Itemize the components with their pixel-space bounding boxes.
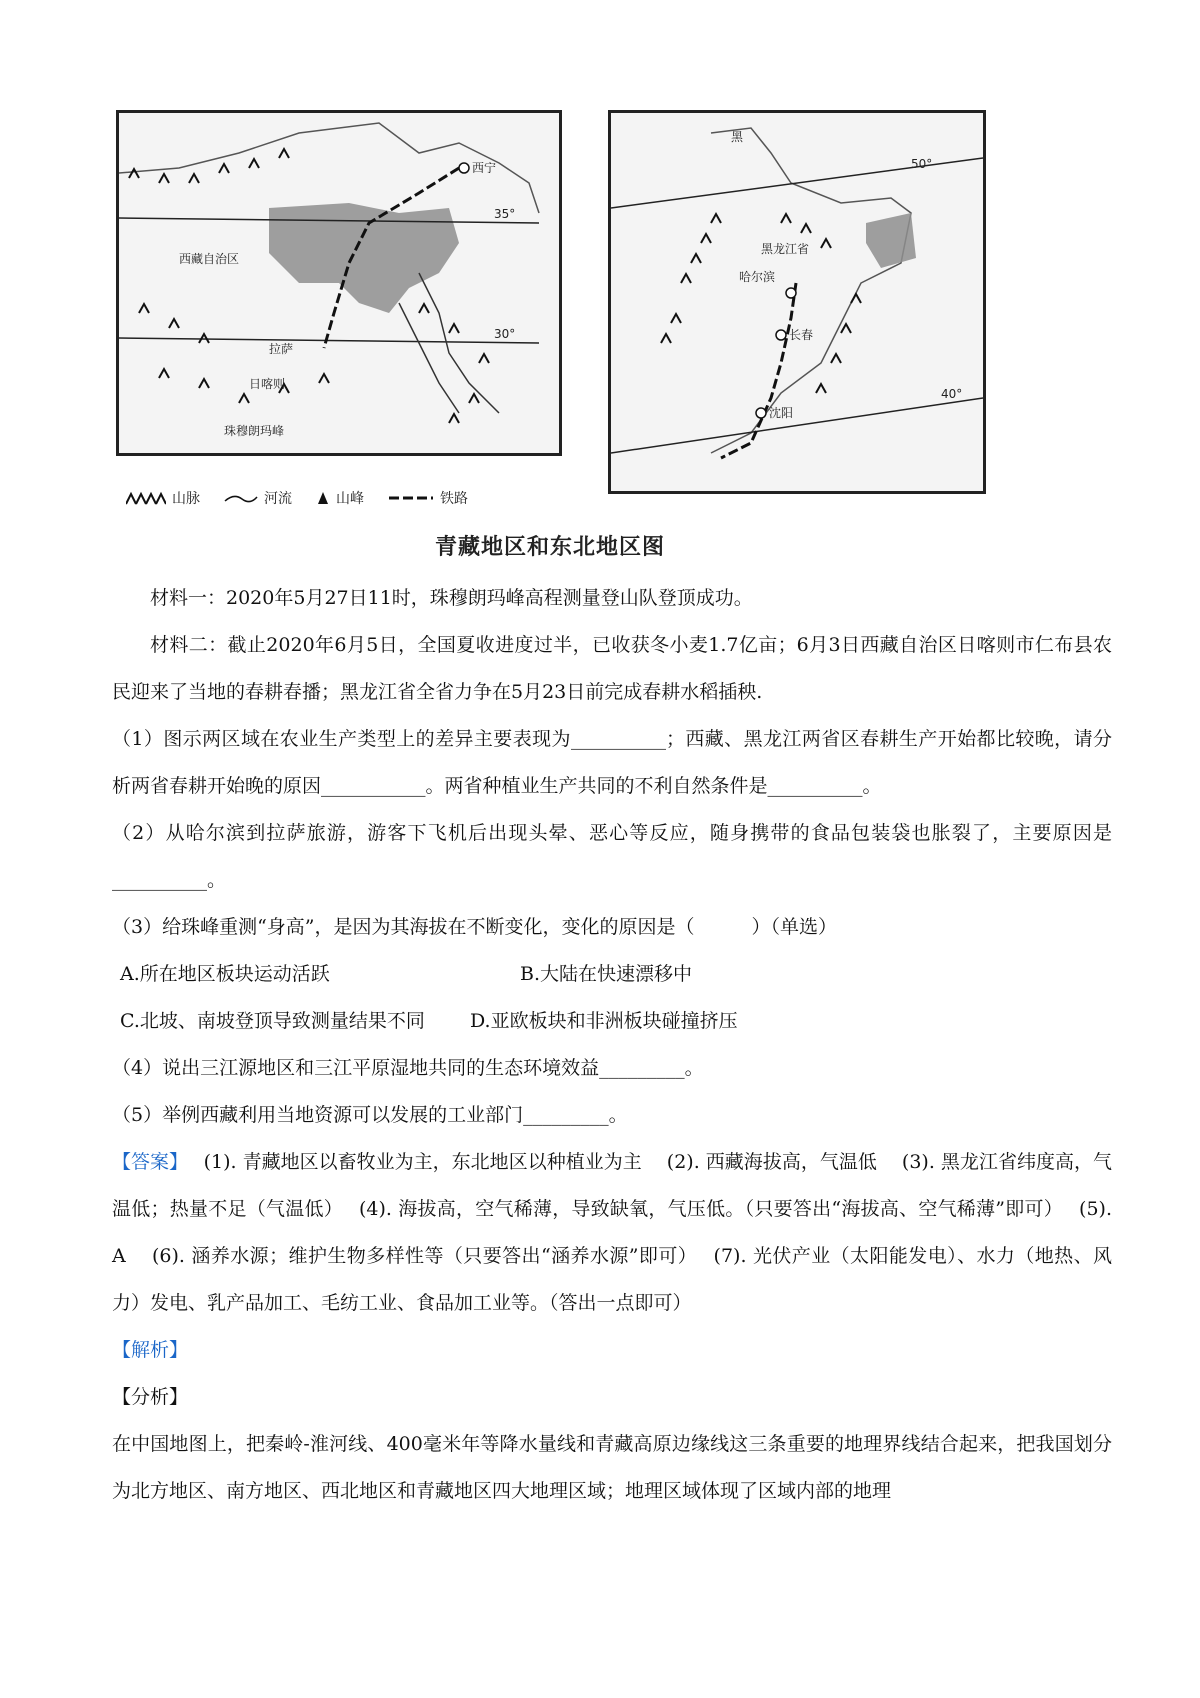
map-legend xyxy=(126,486,566,510)
page-body xyxy=(112,575,1112,1515)
answer-text: (1). 青藏地区以畜牧业为主，东北地区以种植业为主 (2). 西藏海拔高，气温低 (3). 黑龙江省纬度高，气温低；热量不足（气温低） (4). 海拔高，空气稀薄，导致缺氧，气压低。（只要答出“海拔高、空气稀薄”即可） (5). A (6). 涵养水源；维护生物多样性等（只要答出“涵养水源”即可） (7). 光伏产业（太阳能发电）、水力（地热、风力）发电、乳产品加工、毛纺工业、食品加工业等。（答出一点即可） xyxy=(112,1151,1112,1314)
label-lasa: 拉萨 xyxy=(269,342,294,356)
city-marker-xining xyxy=(459,163,469,173)
options-row-2 xyxy=(112,998,1112,1045)
answer-label: 【答案】 xyxy=(112,1151,179,1173)
legend-mountain xyxy=(126,488,200,508)
latitude-line-40 xyxy=(611,398,983,453)
river-icon xyxy=(224,491,258,505)
legend-peak-label: 山峰 xyxy=(336,491,364,507)
label-lat-50: 50° xyxy=(911,157,933,171)
northeast-map xyxy=(608,110,986,494)
legend-railway xyxy=(388,488,468,508)
legend-railway-label: 铁路 xyxy=(440,491,468,507)
analysis-label: 【解析】 xyxy=(112,1339,189,1361)
label-changchun: 长春 xyxy=(789,328,814,342)
legend-mountain-label: 山脉 xyxy=(172,491,200,507)
mountain-icon xyxy=(126,491,166,505)
option-a: A.所在地区板块运动活跃 xyxy=(120,963,330,985)
city-marker-harbin xyxy=(786,288,796,298)
question-1: （1）图示两区域在农业生产类型上的差异主要表现为__________；西藏、黑龙江两省区春耕生产开始都比较晚，请分析两省春耕开始晚的原因___________。两省种植业生产共同的不利自然条件是__________。 xyxy=(112,728,1112,797)
label-xining: 西宁 xyxy=(472,161,497,175)
figure-caption: 青藏地区和东北地区图 xyxy=(434,534,665,560)
qinghai-tibet-map-svg xyxy=(119,113,559,453)
label-lat-30: 30° xyxy=(494,327,516,341)
label-rikaze: 日喀则 xyxy=(249,377,286,391)
latitude-line-30 xyxy=(119,338,539,343)
label-harbin: 哈尔滨 xyxy=(739,270,776,284)
label-shenyang: 沈阳 xyxy=(769,406,794,420)
material-2: 材料二：截止2020年6月5日，全国夏收进度过半，已收获冬小麦1.7亿亩；6月3日西藏自治区日喀则市仁布县农民迎来了当地的春耕春播；黑龙江省全省力争在5月23日前完成春耕水稻插秧. xyxy=(112,634,1112,703)
label-lat-40: 40° xyxy=(941,387,963,401)
answer-block xyxy=(112,1139,1112,1327)
label-xizang: 西藏自治区 xyxy=(179,252,240,266)
city-marker-shenyang xyxy=(756,408,766,418)
question-5: （5）举例西藏利用当地资源可以发展的工业部门_________。 xyxy=(112,1104,628,1126)
label-lat-35: 35° xyxy=(494,207,516,221)
river-line-2 xyxy=(399,303,459,413)
question-2: （2）从哈尔滨到拉萨旅游，游客下飞机后出现头晕、恶心等反应，随身携带的食品包装袋也胀裂了，主要原因是__________。 xyxy=(112,822,1112,891)
label-hei: 黑 xyxy=(731,130,744,144)
mountain-range-daxinganling xyxy=(661,214,721,343)
question-4: （4）说出三江源地区和三江平原湿地共同的生态环境效益_________。 xyxy=(112,1057,704,1079)
legend-peak xyxy=(316,488,364,508)
material-1: 材料一：2020年5月27日11时，珠穆朗玛峰高程测量登山队登顶成功。 xyxy=(150,587,753,609)
peak-icon xyxy=(316,491,330,505)
figure-map xyxy=(100,100,1000,570)
railway-icon xyxy=(388,491,434,505)
fenxi-text: 在中国地图上，把秦岭-淮河线、400毫米年等降水量线和青藏高原边缘线这三条重要的地理界线结合起来，把我国划分为北方地区、南方地区、西北地区和青藏地区四大地理区域；地理区域体现了区域内部的地理 xyxy=(112,1433,1112,1502)
city-marker-changchun xyxy=(776,330,786,340)
label-qomolangma: 珠穆朗玛峰 xyxy=(224,424,285,438)
sanjiang-plain-shaded-area xyxy=(866,213,916,268)
options-row-1 xyxy=(112,951,1112,998)
qinghai-tibet-map xyxy=(116,110,562,456)
legend-river xyxy=(224,488,292,508)
option-c: C.北坡、南坡登顶导致测量结果不同 xyxy=(120,1010,425,1032)
label-heilongjiang: 黑龙江省 xyxy=(761,242,810,256)
question-3: （3）给珠峰重测“身高”，是因为其海拔在不断变化，变化的原因是（ ）（单选） xyxy=(112,916,838,938)
fenxi-label: 【分析】 xyxy=(112,1386,189,1408)
option-d: D.亚欧板块和非洲板块碰撞挤压 xyxy=(470,1010,738,1032)
option-b: B.大陆在快速漂移中 xyxy=(520,963,693,985)
province-boundary xyxy=(711,128,911,453)
northeast-map-svg xyxy=(611,113,983,491)
mountain-range-changbai xyxy=(816,294,861,393)
mountain-range-south xyxy=(139,304,329,403)
mountain-range-north xyxy=(129,149,289,183)
legend-river-label: 河流 xyxy=(264,491,292,507)
